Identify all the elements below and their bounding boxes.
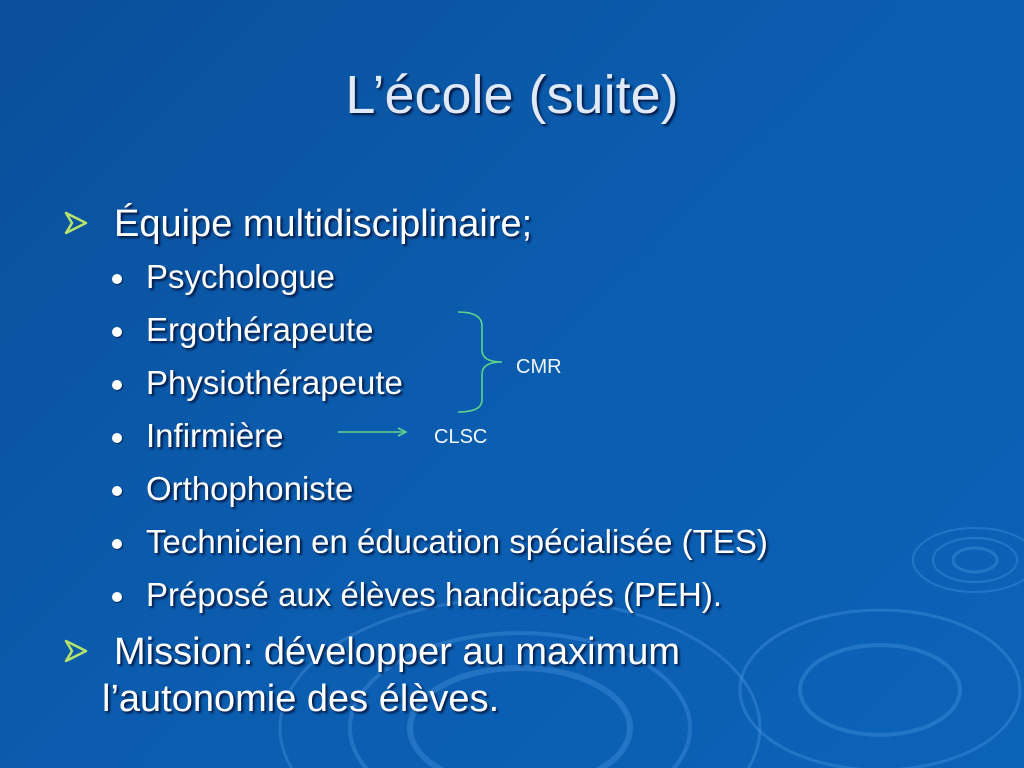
round-dot-icon <box>112 327 122 337</box>
round-dot-icon <box>112 380 122 390</box>
arrowhead-icon <box>62 209 90 237</box>
subitem-label: Infirmière <box>146 417 284 454</box>
brace-label-cmr: CMR <box>516 356 562 378</box>
round-dot-icon <box>112 274 122 284</box>
round-dot-icon <box>112 539 122 549</box>
subitem-label: Orthophoniste <box>146 470 354 507</box>
subitem-label: Technicien en éducation spécialisée (TES) <box>146 523 768 560</box>
bullet-mission-continuation: l’autonomie des élèves. <box>102 678 500 720</box>
subitem-label: Psychologue <box>146 258 335 295</box>
subitem-label: Ergothérapeute <box>146 311 374 348</box>
arrow-label-clsc: CLSC <box>434 426 488 448</box>
bullet-label: Mission: développer au maximum <box>114 631 681 673</box>
subitem-label: Préposé aux élèves handicapés (PEH). <box>146 576 722 613</box>
slide-title: L’école (suite) <box>345 65 679 125</box>
arrowhead-icon <box>62 637 90 665</box>
bullet-label: Équipe multidisciplinaire; <box>114 203 533 245</box>
subitem-label: Physiothérapeute <box>146 364 403 401</box>
round-dot-icon <box>112 486 122 496</box>
round-dot-icon <box>112 592 122 602</box>
round-dot-icon <box>112 433 122 443</box>
